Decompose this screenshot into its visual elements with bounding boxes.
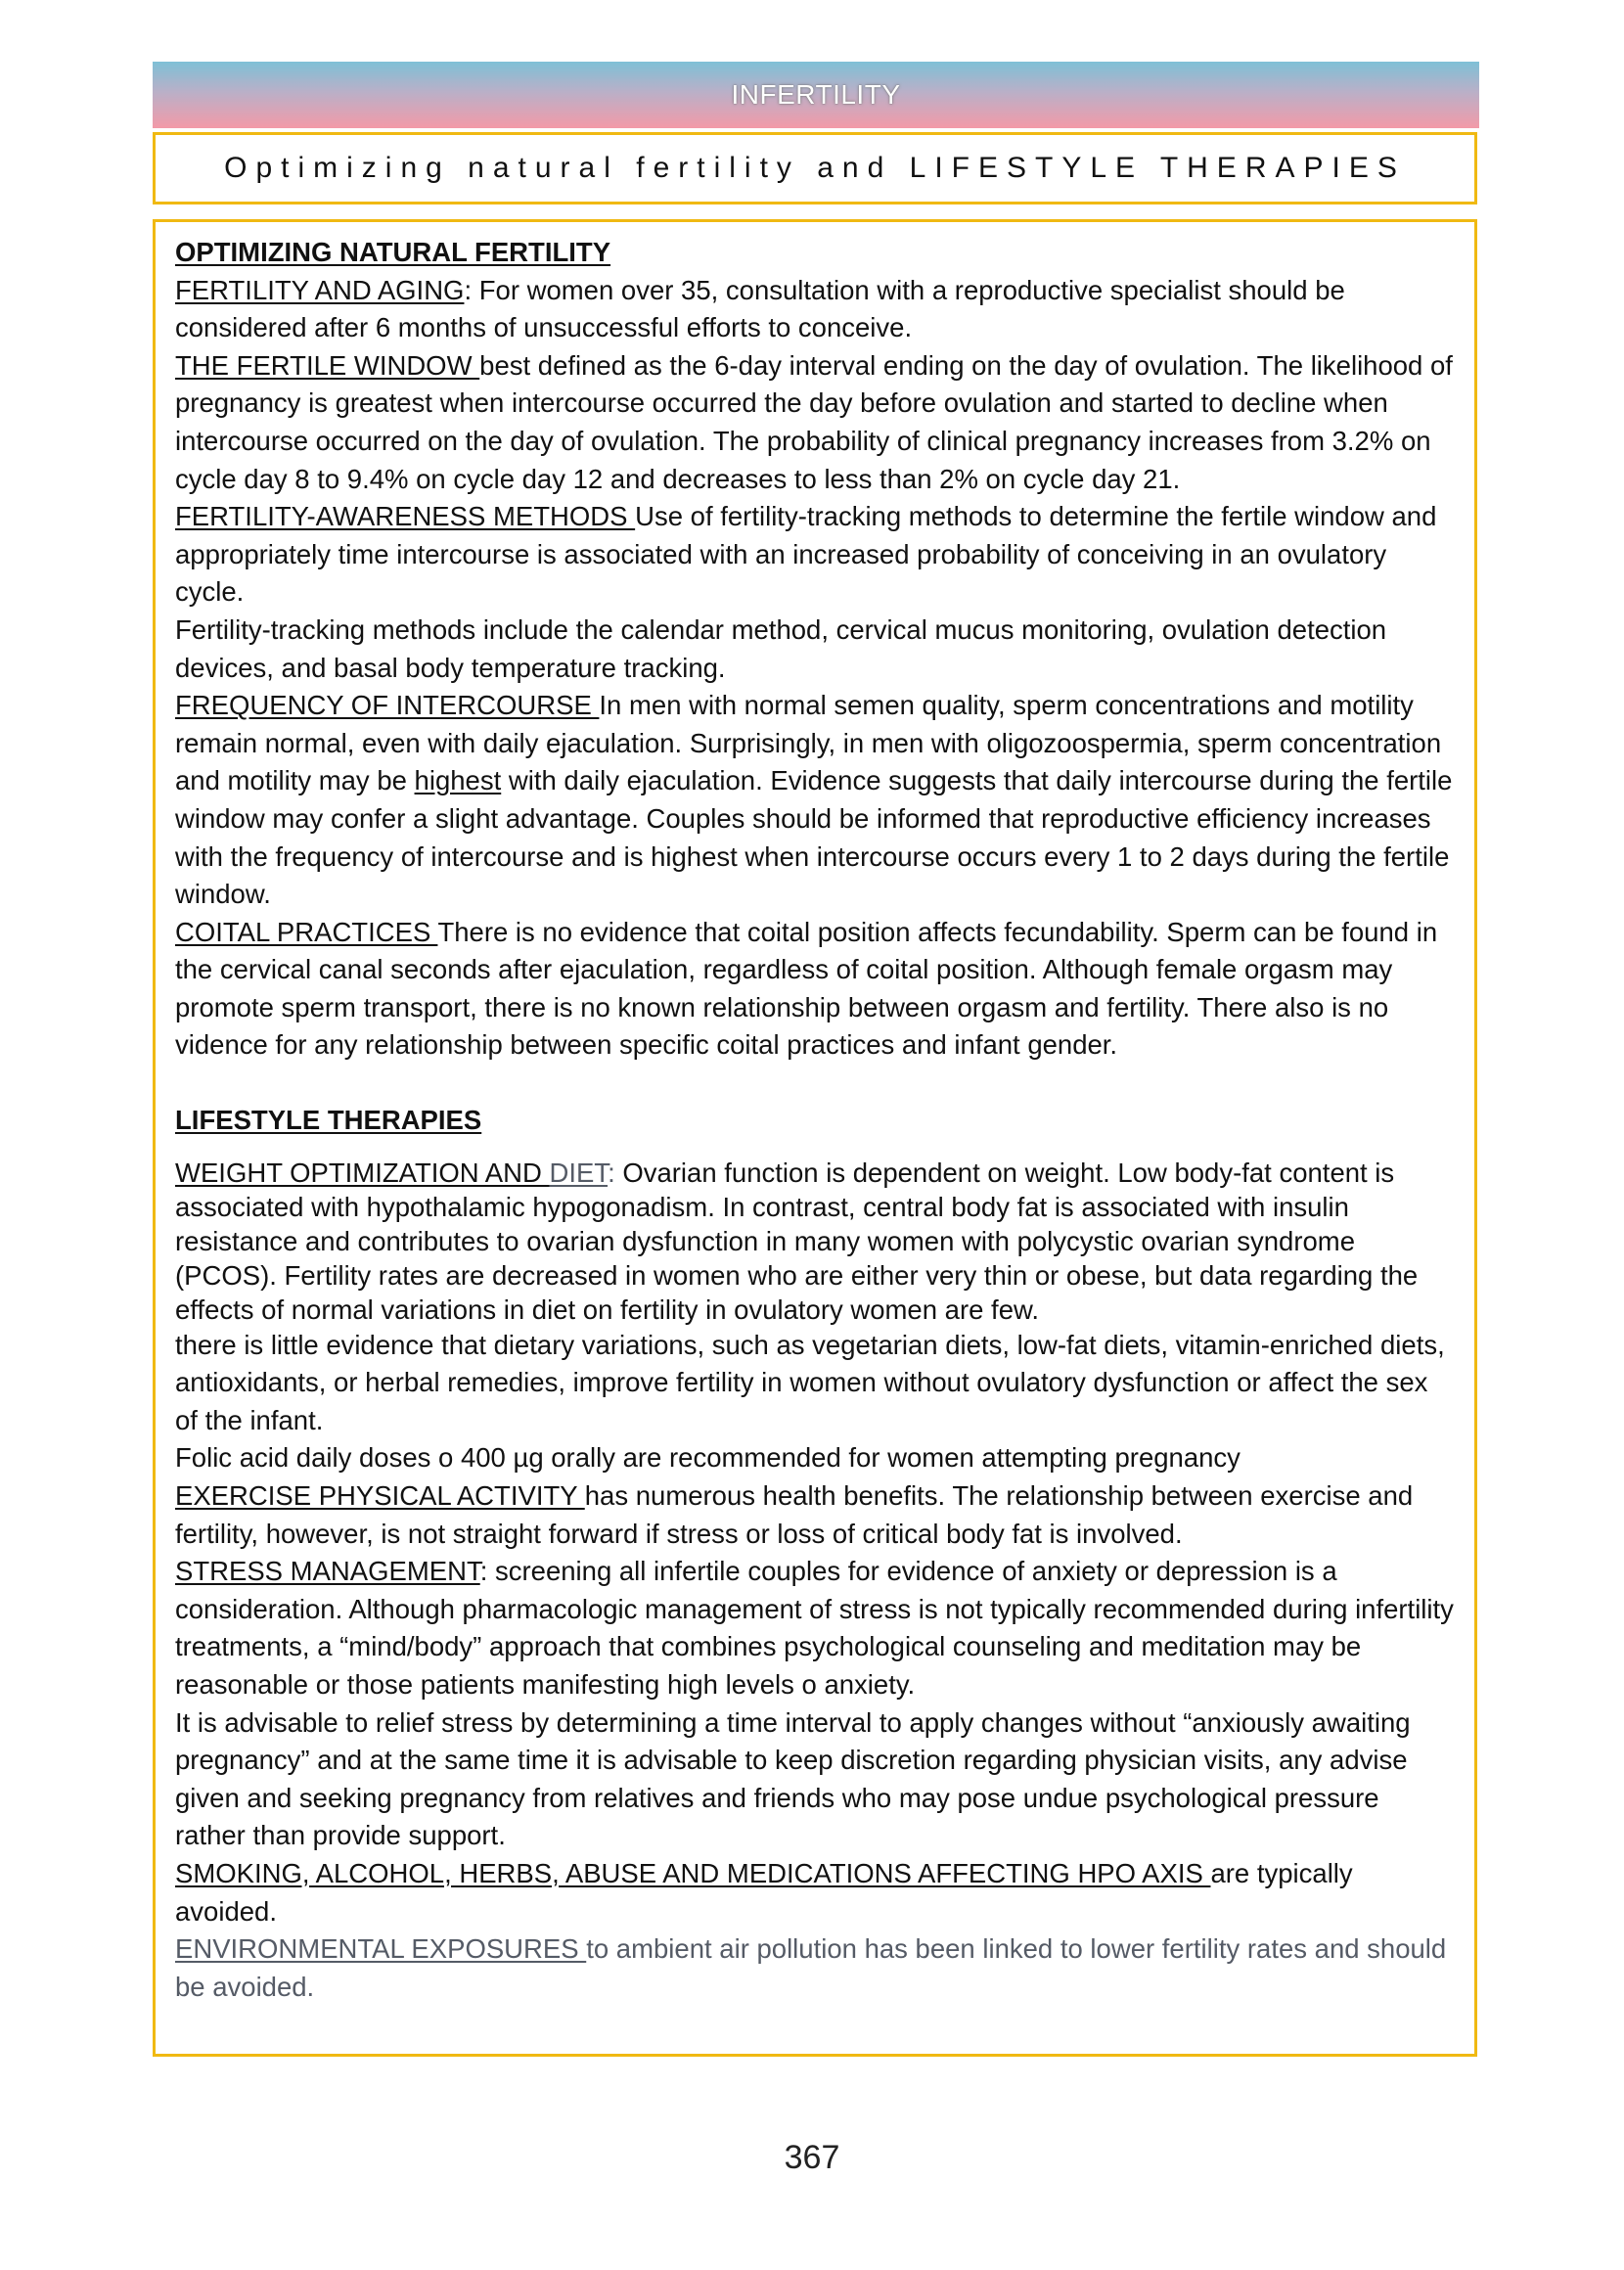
paragraph-fertile-window bbox=[175, 347, 1457, 498]
text-stress: : screening all infertile couples for evidence of anxiety or depression is a consideration. Although pharmacologic management of stress is not typically recommended during infertility treatments, a “mind/body” approach that combines psychological counseling and meditation may be reasonable or those patients manifesting high levels o anxiety. bbox=[175, 1556, 1454, 1700]
section-heading-natural: OPTIMIZING NATURAL FERTILITY bbox=[175, 237, 611, 267]
text-fertile-window: best defined as the 6-day interval ending on the day of ovulation. The likelihood of pregnancy is greatest when intercourse occurred the day before ovulation and started to decline when intercourse occurred on the day of ovulation. The probability of clinical pregnancy increases from 3.2% on cycle day 8 to 9.4% on cycle day 12 and decreases to less than 2% on cycle day 21. bbox=[175, 349, 1453, 494]
label-weight-diet: DIET bbox=[549, 1157, 609, 1188]
text-frequency-highlight: highest bbox=[414, 765, 502, 796]
paragraph-weight bbox=[175, 1156, 1457, 1327]
label-frequency: FREQUENCY OF INTERCOURSE bbox=[175, 690, 600, 721]
page-subtitle: Optimizing natural fertility and LIFESTYLE THERAPIES bbox=[224, 152, 1406, 184]
label-coital: COITAL PRACTICES bbox=[175, 916, 438, 947]
text-coital: There is no evidence that coital position affects fecundability. Sperm can be found in the cervical canal seconds after ejaculation, regardless of coital position. Although female orgasm may promote sperm transport, there is no known relationship between orgasm and fertility. There also is no vidence for any relationship between specific coital practices and infant gender. bbox=[175, 916, 1438, 1061]
chapter-banner bbox=[153, 62, 1479, 128]
text-environment: to ambient air pollution has been linked to lower fertility rates and should be avoided. bbox=[175, 1933, 1447, 2002]
label-weight: WEIGHT OPTIMIZATION AND bbox=[175, 1157, 550, 1188]
paragraph-diet: there is little evidence that dietary variations, such as vegetarian diets, low-fat diets, vitamin-enriched diets, antioxidants, or herbal remedies, improve fertility in women without ovulatory dysfunction or affect the sex of the infant. bbox=[175, 1329, 1445, 1435]
paragraph-folic: Folic acid daily doses o 400 µg orally are recommended for women attempting pregnancy bbox=[175, 1442, 1241, 1474]
text-smoking: are typically avoided. bbox=[175, 1857, 1353, 1927]
text-frequency-1: In men with normal semen quality, sperm concentrations and motility remain normal, even with daily ejaculation. Surprisingly, in men with oligozoospermia, sperm concentration and motility may be bbox=[175, 690, 1442, 796]
paragraph-awareness bbox=[175, 498, 1457, 612]
paragraph-smoking bbox=[175, 1855, 1457, 1930]
paragraph-exercise bbox=[175, 1477, 1457, 1553]
label-environment: ENVIRONMENTAL EXPOSURES bbox=[175, 1933, 587, 1965]
content-text bbox=[175, 234, 1457, 2006]
paragraph-frequency bbox=[175, 687, 1457, 914]
label-fertile-window: THE FERTILE WINDOW bbox=[175, 349, 480, 381]
text-frequency-2: with daily ejaculation. Evidence suggests that daily intercourse during the fertile window may confer a slight advantage. Couples should be informed that reproductive efficiency increases with the frequency of intercourse and is highest when intercourse occurs every 1 to 2 days during the fertile window. bbox=[175, 765, 1453, 910]
paragraph-stress bbox=[175, 1553, 1457, 1703]
content-box bbox=[153, 219, 1477, 2057]
page-number: 367 bbox=[784, 2139, 840, 2176]
label-weight-colon: : bbox=[608, 1157, 615, 1188]
chapter-title: INFERTILITY bbox=[731, 79, 901, 110]
label-stress: STRESS MANAGEMENT bbox=[175, 1556, 480, 1587]
section-spacer bbox=[175, 1065, 1457, 1102]
text-awareness: Use of fertility-tracking methods to determine the fertile window and appropriately time intercourse is associated with an increased probability of conceiving in an ovulatory cycle. bbox=[175, 501, 1437, 608]
subtitle-box bbox=[153, 132, 1477, 204]
label-awareness: FERTILITY-AWARENESS METHODS bbox=[175, 501, 636, 532]
label-smoking: SMOKING, ALCOHOL, HERBS, ABUSE AND MEDICATIONS AFFECTING HPO AXIS bbox=[175, 1857, 1211, 1888]
paragraph-relief: It is advisable to relief stress by determining a time interval to apply changes without “anxiously awaiting pregnancy” and at the same time it is advisable to keep discretion regarding physician visits, any advise given and seeking pregnancy from relatives and friends who may pose undue psychological pressure rather than provide support. bbox=[175, 1706, 1411, 1851]
text-exercise: has numerous health benefits. The relationship between exercise and fertility, however, is not straight forward if stress or loss of critical body fat is involved. bbox=[175, 1480, 1414, 1549]
paragraph-aging bbox=[175, 272, 1457, 347]
label-exercise: EXERCISE PHYSICAL ACTIVITY bbox=[175, 1480, 585, 1512]
paragraph-environment bbox=[175, 1930, 1457, 2006]
paragraph-coital bbox=[175, 914, 1457, 1065]
text-aging: : For women over 35, consultation with a reproductive specialist should be considered after 6 months of unsuccessful efforts to conceive. bbox=[175, 274, 1345, 343]
section-heading-lifestyle: LIFESTYLE THERAPIES bbox=[175, 1105, 482, 1136]
label-aging: FERTILITY AND AGING bbox=[175, 274, 465, 305]
paragraph-tracking: Fertility-tracking methods include the calendar method, cervical mucus monitoring, ovulation detection devices, and basal body temperature tracking. bbox=[175, 613, 1387, 683]
text-weight: Ovarian function is dependent on weight. Low body-fat content is associated with hypothalamic hypogonadism. In contrast, central body fat is associated with insulin resistance and contributes to ovarian dysfunction in many women with polycystic ovarian syndrome (PCOS). Fertility rates are decreased in women who are either very thin or obese, but data regarding the effects of normal variations in diet on fertility in ovulatory women are few. bbox=[175, 1157, 1419, 1325]
